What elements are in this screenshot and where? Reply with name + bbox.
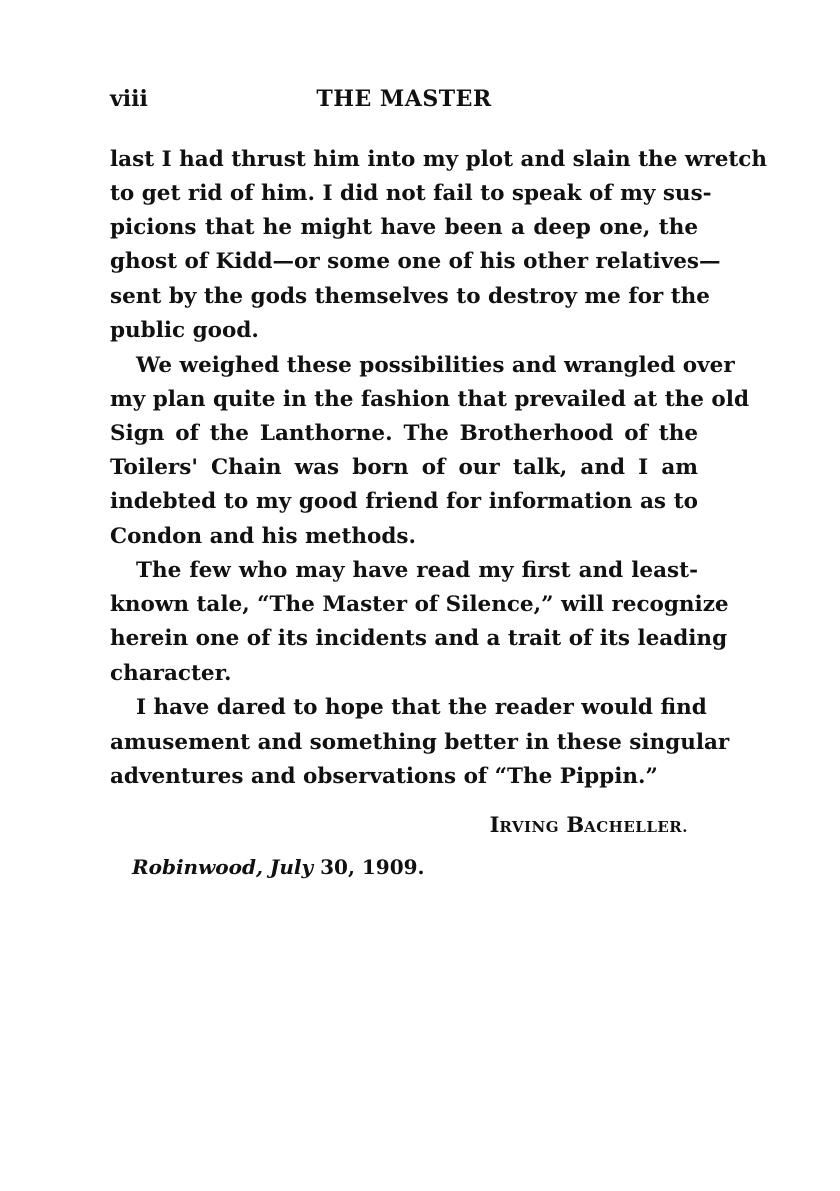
text-line: I have dared to hope that the reader would find [136,695,707,720]
dateline-month: July [269,855,314,879]
running-head [110,86,698,116]
text-line: known tale, “The Master of Silence,” will recognize [110,592,729,617]
text-line: Condon and his methods. [110,524,416,549]
text-line: amusement and something better in these singular [110,730,730,755]
signature-small-caps: ACHELLER. [584,818,688,836]
signature-initial: B [566,812,585,837]
text-line: sent by the gods themselves to destroy me for the [110,284,710,309]
text-line: character. [110,661,232,686]
text-line: last I had thrust him into my plot and slain the wretch [110,147,768,172]
text-line: We weighed these possibilities and wrangled over [136,353,735,378]
dateline [132,855,425,879]
page-number: viii [110,86,148,112]
signature-small-caps: RVING [499,818,560,836]
text-line: herein one of its incidents and a trait of its leading [110,626,728,651]
text-line: ghost of Kidd—or some one of his other relatives— [110,249,721,274]
text-line: Sign of the Lanthorne. The Brotherhood of the [110,421,698,446]
signature-initial: I [489,812,500,837]
text-line: my plan quite in the fashion that prevailed at the old [110,387,749,412]
text-line: to get rid of him. I did not fail to speak of my sus- [110,181,712,206]
text-line: indebted to my good friend for information as to [110,489,698,514]
text-line: The few who may have read my first and least- [136,558,698,583]
dateline-date: 30, 1909. [320,855,425,879]
text-line: adventures and observations of “The Pippin.” [110,764,658,789]
dateline-place: Robinwood, [132,855,263,879]
text-line: Toilers' Chain was born of our talk, and I am [110,455,698,480]
text-line: public good. [110,318,259,343]
author-signature [490,812,688,837]
text-line: picions that he might have been a deep one, the [110,215,698,240]
running-title: THE MASTER [316,86,492,112]
